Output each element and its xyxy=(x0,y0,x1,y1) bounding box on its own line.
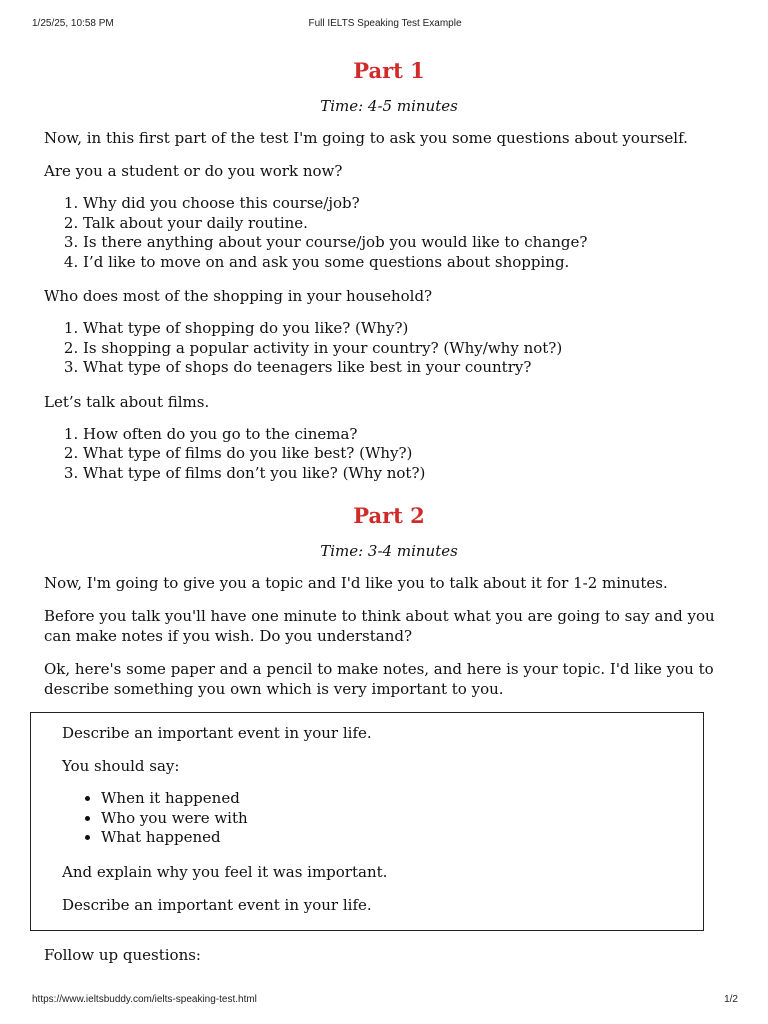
part1-question-shopping: Who does most of the shopping in your household? xyxy=(44,287,433,305)
part2-topic-intro: Ok, here's some paper and a pencil to make notes, and here is your topic. I'd like you to describe something you own which is very important to you. xyxy=(44,660,714,698)
part1-list-shopping xyxy=(44,319,734,378)
document-content xyxy=(44,52,734,978)
part1-question-films: Let’s talk about films. xyxy=(44,392,210,411)
list-item: 2. Talk about your daily routine. xyxy=(83,214,734,234)
part1-list-work xyxy=(44,194,734,272)
list-item: 4. I’d like to move on and ask you some questions about shopping. xyxy=(83,253,734,273)
cue-card-prompt: You should say: xyxy=(62,757,180,775)
list-item: • What happened xyxy=(101,828,689,848)
list-item: 1. How often do you go to the cinema? xyxy=(83,425,734,445)
print-footer xyxy=(32,994,738,1008)
part2-intro: Now, I'm going to give you a topic and I'd like you to talk about it for 1-2 minutes. xyxy=(44,574,668,592)
followup-heading: Follow up questions: xyxy=(44,945,201,964)
part1-title: Part 1 xyxy=(353,58,425,83)
cue-card xyxy=(30,712,704,931)
part1-list-films xyxy=(44,425,734,484)
list-item: 1. What type of shopping do you like? (Why?) xyxy=(83,319,734,339)
cue-card-bullets xyxy=(62,789,689,848)
part2-instructions: Before you talk you'll have one minute to think about what you are going to say and you can make notes if you wish. Do you understand? xyxy=(44,607,715,645)
part2-title: Part 2 xyxy=(353,503,425,528)
cue-card-explain: And explain why you feel it was important. xyxy=(62,862,388,881)
print-datetime: 1/25/25, 10:58 PM xyxy=(32,18,114,29)
part1-question-work: Are you a student or do you work now? xyxy=(44,162,343,180)
list-item: 3. Is there anything about your course/job you would like to change? xyxy=(83,233,734,253)
part1-intro: Now, in this first part of the test I'm going to ask you some questions about yourself. xyxy=(44,129,688,147)
print-page-title: Full IELTS Speaking Test Example xyxy=(308,18,462,29)
list-item: 3. What type of films don’t you like? (Why not?) xyxy=(83,464,734,484)
list-item: 1. Why did you choose this course/job? xyxy=(83,194,734,214)
print-header xyxy=(32,18,738,32)
list-item: 2. Is shopping a popular activity in your country? (Why/why not?) xyxy=(83,339,734,359)
list-item: 3. What type of shops do teenagers like best in your country? xyxy=(83,358,734,378)
print-page-number: 1/2 xyxy=(724,994,738,1005)
print-url: https://www.ieltsbuddy.com/ielts-speaking-test.html xyxy=(32,994,257,1005)
list-item: • Who you were with xyxy=(101,809,689,829)
cue-card-topic-repeat: Describe an important event in your life. xyxy=(62,895,372,914)
list-item: • When it happened xyxy=(101,789,689,809)
cue-card-topic: Describe an important event in your life. xyxy=(62,724,372,742)
list-item: 2. What type of films do you like best? (Why?) xyxy=(83,444,734,464)
part2-time: Time: 3-4 minutes xyxy=(320,542,458,560)
part1-time: Time: 4-5 minutes xyxy=(320,97,458,115)
